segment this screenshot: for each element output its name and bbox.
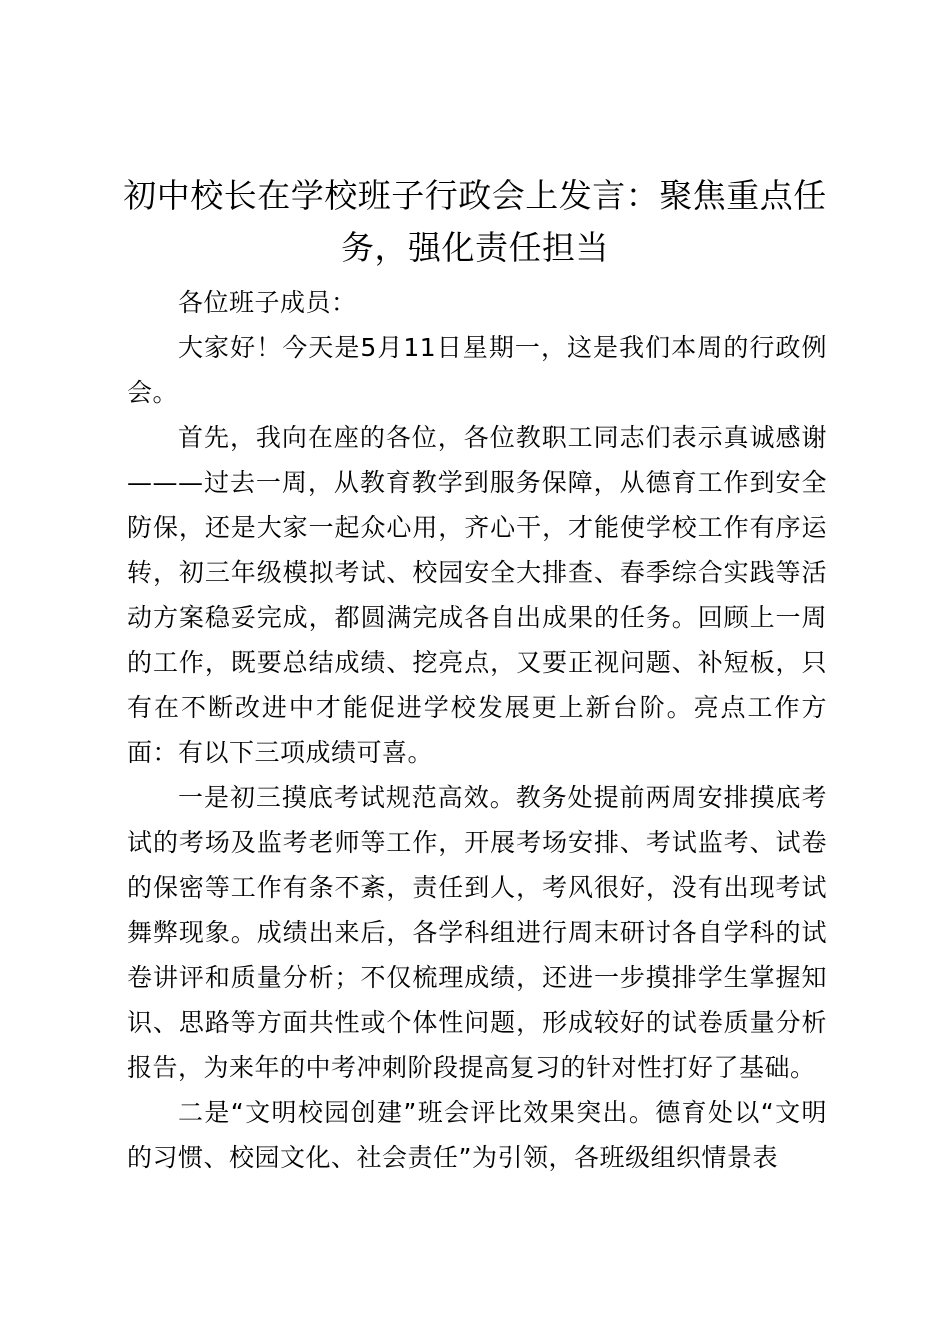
highlight-two-paragraph: 二是“文明校园创建”班会评比效果突出。德育处以“文明的习惯、校园文化、社会责任”为引领，各班级组织情景表 [127, 1098, 827, 1172]
highlight-one-paragraph: 一是初三摸底考试规范高效。教务处提前两周安排摸底考试的考场及监考老师等工作，开展考场安排、考试监考、试卷的保密等工作有条不紊，责任到人，考风很好，没有出现考试舞弊现象。成绩出来后，各学科组进行周末研讨各自学科的试卷讲评和质量分析；不仅梳理成绩，还进一步摸排学生掌握知识、思路等方面共性或个体性问题，形成较好的试卷质量分析报告，为来年的中考冲刺阶段提高复习的针对性打好了基础。 [127, 783, 827, 1082]
document-body [127, 280, 827, 1180]
thanks-paragraph: 首先，我向在座的各位，各位教职工同志们表示真诚感谢———过去一周，从教育教学到服务保障，从德育工作到安全防保，还是大家一起众心用，齐心干，才能使学校工作有序运转，初三年级模拟考试、校园安全大排查、春季综合实践等活动方案稳妥完成，都圆满完成各自出成果的任务。回顾上一周的工作，既要总结成绩、挖亮点，又要正视问题、补短板，只有在不断改进中才能促进学校发展更上新台阶。亮点工作方面：有以下三项成绩可喜。 [127, 423, 827, 767]
document-title: 初中校长在学校班子行政会上发言：聚焦重点任务，强化责任担当 [123, 176, 827, 267]
greeting-paragraph: 大家好！今天是5月11日星期一，这是我们本周的行政例会。 [127, 333, 827, 407]
salutation-paragraph: 各位班子成员： [178, 288, 357, 317]
